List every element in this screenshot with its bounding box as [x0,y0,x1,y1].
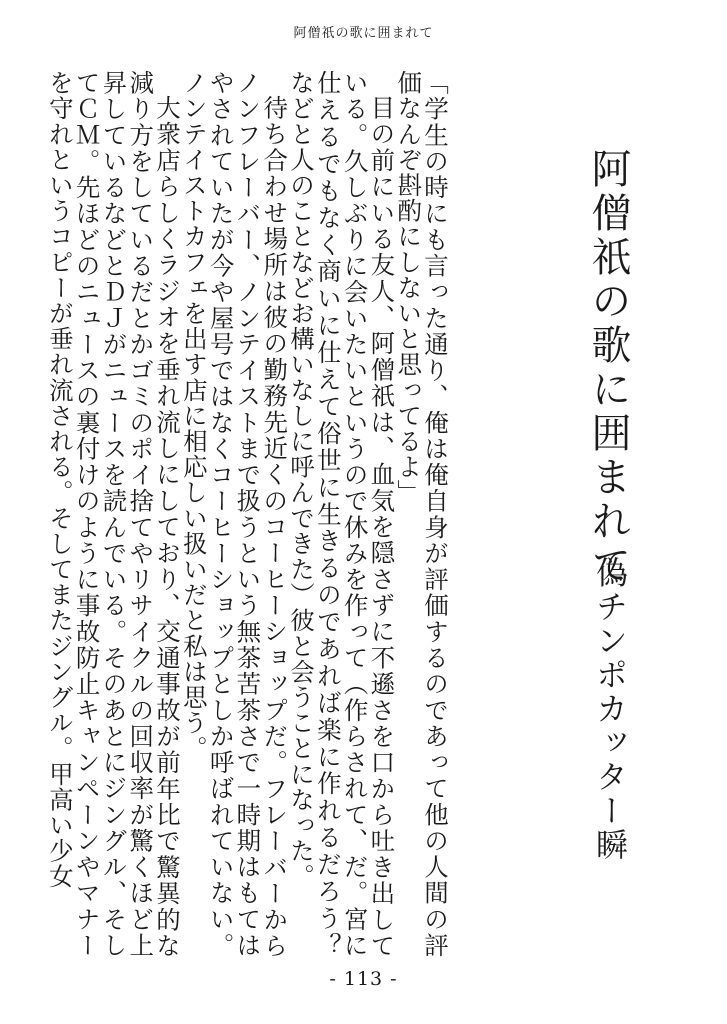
paragraph-1: 「学生の時にも言った通り、俺は俺自身が評価するのであって他の人間の評価なんぞ斟酌にしないと思ってるよ」 [394,70,450,958]
author-name: 偽チンポカッター瞬 [591,556,629,862]
paragraph-4: 大衆店らしくラジオを垂れ流しにしており、交通事故が前年比で驚異的な減り方をしているだとかゴミのポイ捨てやリサイクルの回収率が驚くほど上昇しているなどとＤＪがニュースを読んでいる。そのあとにジングル、そしてＣＭ。先ほどのニュースの裏付けのように事故防止キャンペーンやマナーを守れというコピーが垂れ流される。そしてまたジングル。甲高い少女 [45,70,183,958]
page-number: - 113 - [329,968,398,990]
running-header: 阿僧祇の歌に囲まれて [293,26,434,41]
story-title: 阿僧祇の歌に囲まれて [585,148,631,588]
paragraph-3: 待ち合わせ場所は彼の勤務先近くのコーヒーショップだ。フレーバーからノンフレーバー、ノンテイストまで扱うという無茶苦茶さで一時期はもてはやされていたが今や屋号ではなくコーヒーショップとしか呼ばれていない。ノンテイストカフェを出す店に相応しい扱いだと私は思う。 [179,70,290,958]
paragraph-2: 目の前にいる友人、阿僧祇は、血気を隠さずに不遜さを口から吐き出している。久しぶりに会いたいというので休みを作って（作らされて、だ。宮に仕えるでもなく商いに仕えて俗世に生きるのであれば楽に作れるだろう？ などと人のことなどお構いなしに呼んできた）彼と会うことになった。 [287,70,397,984]
